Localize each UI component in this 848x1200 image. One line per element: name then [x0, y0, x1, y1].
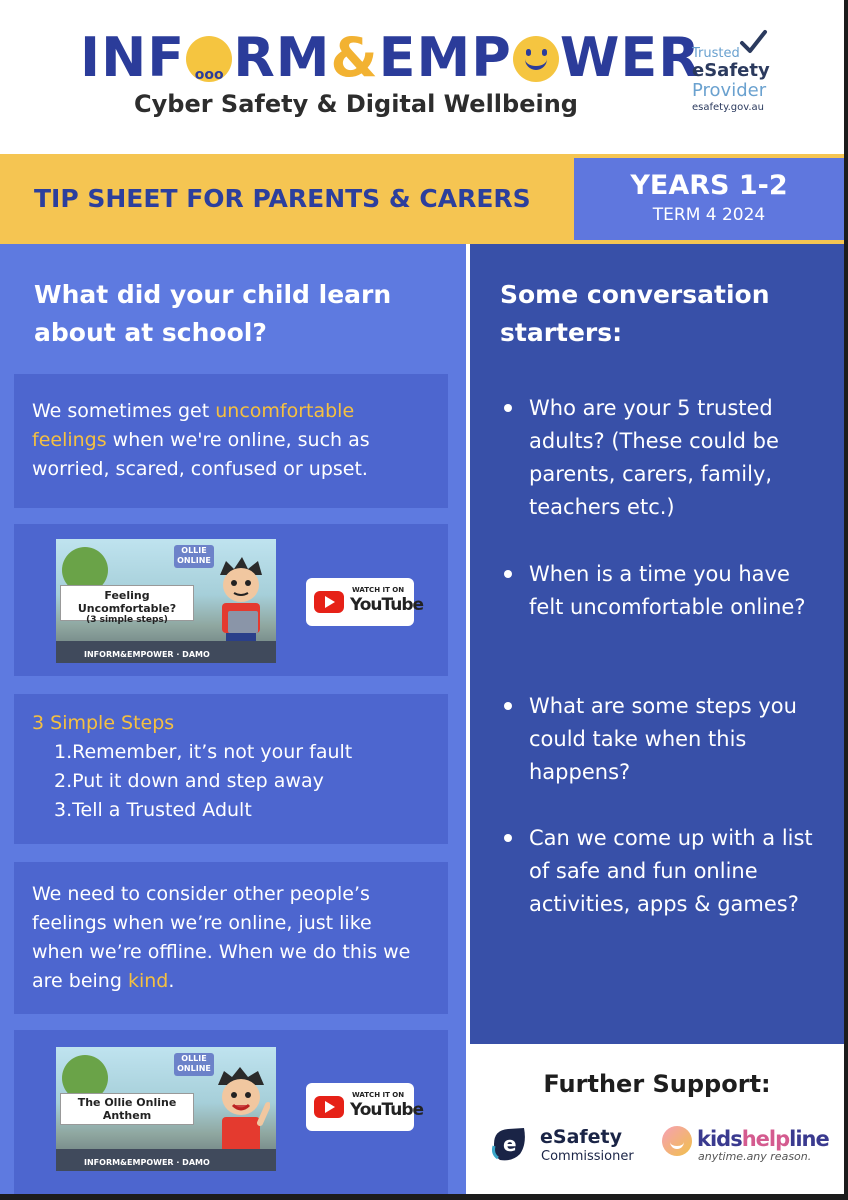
conversation-question: Can we come up with a list of safe and fun online activities, apps & games? [529, 826, 813, 916]
kh-line: line [789, 1127, 829, 1151]
watch-it-on-label: WATCH IT ON [352, 1091, 405, 1099]
esafety-commissioner-label: Commissioner [541, 1149, 634, 1164]
text-segment: when we're online, such as worried, scared, confused or upset. [32, 429, 370, 480]
bullet-icon [504, 834, 512, 842]
bullet-icon [504, 404, 512, 412]
simple-steps-title: 3 Simple Steps [32, 712, 175, 734]
youtube-wordmark: YouTube [350, 595, 424, 615]
speech-face-icon [186, 36, 232, 82]
banner-title: TIP SHEET FOR PARENTS & CARERS [34, 184, 531, 213]
text-segment: We need to consider other people’s feelings when we’re online, just like when we’re offline. When we do this we are being [32, 883, 411, 992]
cartoon-boy-waving-icon [212, 1065, 270, 1155]
ollie-online-badge: OLLIE ONLINE [174, 545, 214, 568]
video-title-box [60, 1093, 194, 1125]
cartoon-boy-with-tablet-icon [212, 557, 270, 647]
video-subtitle: (3 simple steps) [86, 615, 168, 625]
youtube-button-2[interactable] [306, 1083, 424, 1131]
watch-it-on-label: WATCH IT ON [352, 586, 405, 594]
logo-ampersand: & [330, 26, 379, 89]
bullet-icon [504, 570, 512, 578]
bullet-icon [504, 702, 512, 710]
video-title: Feeling Uncomfortable? [77, 589, 177, 615]
text-segment: . [168, 970, 175, 992]
logo-text-emp: EMP [378, 26, 512, 89]
further-support-title: Further Support: [543, 1070, 771, 1098]
badge-url: esafety.gov.au [692, 102, 765, 113]
logo-text-rm: RM [233, 26, 331, 89]
video-thumbnail-feeling-uncomfortable[interactable] [56, 539, 276, 663]
term-label: TERM 4 2024 [652, 205, 766, 225]
conversation-question: Who are your 5 trusted adults? (These could be parents, carers, family, teachers etc.) [529, 396, 779, 519]
svg-text:e: e [503, 1132, 517, 1156]
badge-trusted: Trusted [692, 46, 740, 61]
step-item: 3.Tell a Trusted Adult [54, 799, 252, 821]
conversation-question: What are some steps you could take when this happens? [529, 694, 797, 784]
right-column [470, 244, 844, 1044]
right-heading: Some conversation starters: [500, 280, 770, 347]
inform-empower-logo [80, 28, 701, 88]
esafety-name[interactable]: eSafety [540, 1126, 623, 1148]
years-label: YEARS 1-2 [630, 170, 788, 201]
logo-subtitle: Cyber Safety & Digital Wellbeing [134, 90, 578, 118]
left-heading: What did your child learn about at school? [34, 280, 392, 347]
kids-helpline-name[interactable] [697, 1127, 829, 1151]
ollie-online-badge: OLLIE ONLINE [174, 1053, 214, 1076]
uncomfortable-feelings-text [32, 397, 426, 484]
video-title-box [60, 585, 194, 625]
kh-help: help [741, 1127, 790, 1151]
conversation-question: When is a time you have felt uncomfortable online? [529, 562, 806, 619]
checkmark-icon [738, 28, 768, 58]
youtube-wordmark: YouTube [350, 1100, 424, 1120]
video-title: The Ollie Online Anthem [77, 1096, 177, 1122]
youtube-play-icon [314, 591, 344, 613]
video-thumbnail-ollie-anthem[interactable] [56, 1047, 276, 1171]
badge-provider: Provider [692, 80, 767, 101]
kindness-text [32, 880, 426, 996]
step-item: 2.Put it down and step away [54, 770, 324, 792]
youtube-play-icon [314, 1096, 344, 1118]
youtube-button-1[interactable] [306, 578, 424, 626]
logo-text-inf: INF [80, 26, 186, 89]
step-item: 1.Remember, it’s not your fault [54, 741, 353, 763]
kids-helpline-face-icon [662, 1126, 692, 1156]
esafety-commissioner-logo-icon[interactable] [490, 1124, 530, 1164]
kh-kids: kids [697, 1127, 742, 1151]
kids-helpline-tagline: anytime.any reason. [698, 1150, 812, 1163]
text-segment: We sometimes get [32, 400, 216, 422]
logo-text-wer: WER [559, 26, 701, 89]
highlight-kind: kind [127, 970, 169, 992]
thumbnail-footer-text: INFORM&EMPOWER · DAMO [84, 1158, 210, 1167]
smiley-face-icon [513, 36, 559, 82]
highlight-uncomfortable-feelings: uncomfortable feelings [32, 400, 355, 451]
thumbnail-footer-text: INFORM&EMPOWER · DAMO [84, 650, 210, 659]
trusted-esafety-provider-badge [688, 34, 778, 114]
badge-esafety: eSafety [692, 60, 770, 81]
